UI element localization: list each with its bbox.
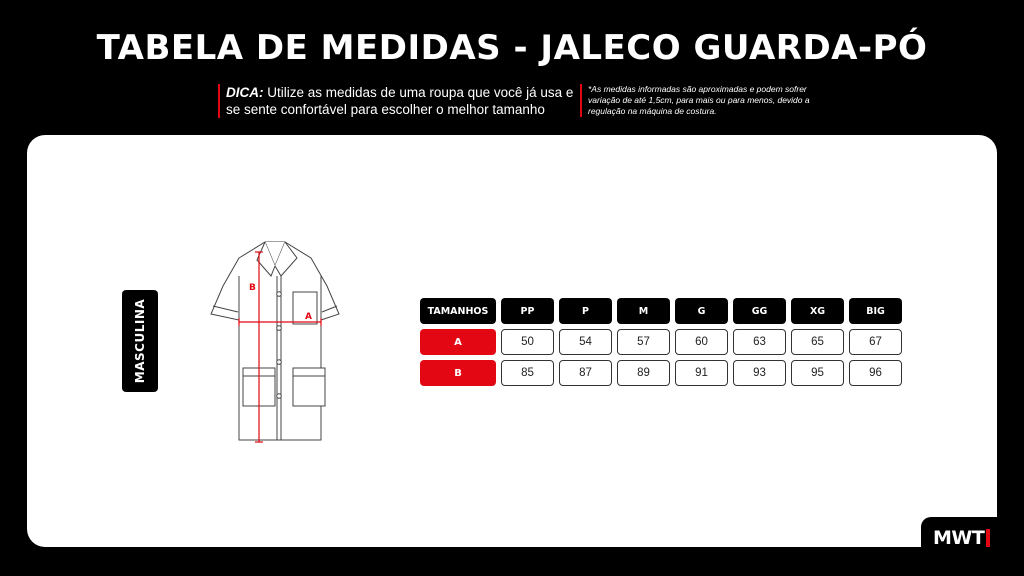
table-row-label: A	[420, 329, 496, 355]
table-cell: 60	[675, 329, 728, 355]
section-label-badge	[122, 290, 158, 392]
measure-b-label: B	[249, 283, 256, 293]
table-cell: 65	[791, 329, 844, 355]
table-cell: 91	[675, 360, 728, 386]
table-header-size: GG	[733, 298, 786, 324]
table-cell: 95	[791, 360, 844, 386]
table-header-size: G	[675, 298, 728, 324]
logo-text: MWT	[933, 527, 985, 549]
section-label-text: MASCULINA	[133, 298, 147, 384]
table-header-corner: TAMANHOS	[420, 298, 496, 324]
table-header-size: PP	[501, 298, 554, 324]
page-title: TABELA DE MEDIDAS - JALECO GUARDA-PÓ	[96, 28, 928, 68]
table-cell: 57	[617, 329, 670, 355]
table-header-size: M	[617, 298, 670, 324]
table-cell: 63	[733, 329, 786, 355]
table-cell: 54	[559, 329, 612, 355]
tip-label: DICA:	[226, 85, 264, 100]
garment-illustration	[205, 236, 345, 452]
lab-coat-drawing	[205, 236, 345, 448]
table-cell: 87	[559, 360, 612, 386]
table-header-size: BIG	[849, 298, 902, 324]
table-cell: 96	[849, 360, 902, 386]
measurement-note: *As medidas informadas são aproximadas e podem sofrer variação de até 1,5cm, para mais ou para menos, devido a regulação na máquina de costura.	[580, 84, 838, 117]
table-header-size: XG	[791, 298, 844, 324]
measure-a-label: A	[305, 312, 312, 322]
table-cell: 50	[501, 329, 554, 355]
tip-text: Utilize as medidas de uma roupa que você já usa e se sente confortável para escolher o melhor tamanho	[226, 85, 574, 117]
brand-logo	[921, 517, 1001, 559]
table-cell: 67	[849, 329, 902, 355]
table-cell: 85	[501, 360, 554, 386]
table-header-size: P	[559, 298, 612, 324]
table-row-label: B	[420, 360, 496, 386]
logo-accent	[986, 529, 990, 547]
tip-box	[218, 84, 576, 118]
table-cell: 89	[617, 360, 670, 386]
table-cell: 93	[733, 360, 786, 386]
